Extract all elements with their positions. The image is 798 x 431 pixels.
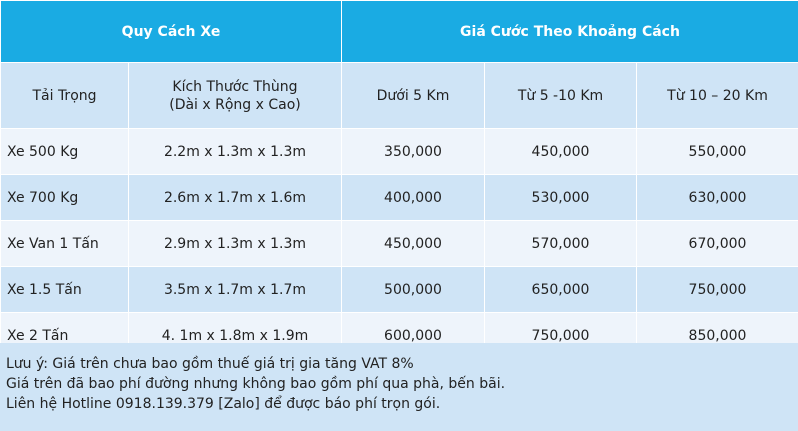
cell-5to10: 530,000 xyxy=(485,175,637,221)
cell-size: 2.9m x 1.3m x 1.3m xyxy=(129,221,342,267)
table-header-top xyxy=(1,1,798,63)
cell-5to10: 570,000 xyxy=(485,221,637,267)
cell-size: 3.5m x 1.7m x 1.7m xyxy=(129,267,342,313)
cell-size: 2.6m x 1.7m x 1.6m xyxy=(129,175,342,221)
column-header-size-line2: (Dài x Rộng x Cao) xyxy=(169,96,301,113)
cell-size: 2.2m x 1.3m x 1.3m xyxy=(129,129,342,175)
cell-under5: 500,000 xyxy=(342,267,485,313)
table-row xyxy=(1,267,798,313)
column-header-size-line1: Kích Thước Thùng xyxy=(172,78,298,95)
column-header-load: Tải Trọng xyxy=(1,63,129,129)
column-header-size xyxy=(129,63,342,129)
cell-10to20: 670,000 xyxy=(637,221,798,267)
notes-block xyxy=(0,343,798,431)
cell-10to20: 750,000 xyxy=(637,267,798,313)
cell-5to10: 650,000 xyxy=(485,267,637,313)
cell-load: Xe 2 Tấn xyxy=(1,313,129,359)
price-header: Giá Cước Theo Khoảng Cách xyxy=(342,1,798,63)
cell-5to10: 450,000 xyxy=(485,129,637,175)
note-vat: Lưu ý: Giá trên chưa bao gồm thuế giá trị gia tăng VAT 8% xyxy=(6,356,414,372)
table-row xyxy=(1,129,798,175)
cell-10to20: 630,000 xyxy=(637,175,798,221)
column-header-10to20: Từ 10 – 20 Km xyxy=(637,63,798,129)
cell-5to10: 750,000 xyxy=(485,313,637,359)
cell-load: Xe 1.5 Tấn xyxy=(1,267,129,313)
cell-under5: 400,000 xyxy=(342,175,485,221)
cell-under5: 450,000 xyxy=(342,221,485,267)
cell-load: Xe 700 Kg xyxy=(1,175,129,221)
cell-size: 4. 1m x 1.8m x 1.9m xyxy=(129,313,342,359)
table-header-columns xyxy=(1,63,798,129)
cell-under5: 600,000 xyxy=(342,313,485,359)
cell-under5: 350,000 xyxy=(342,129,485,175)
cell-10to20: 550,000 xyxy=(637,129,798,175)
note-hotline: Liên hệ Hotline 0918.139.379 [Zalo] để được báo phí trọn gói. xyxy=(6,396,441,412)
cell-load: Xe 500 Kg xyxy=(1,129,129,175)
table-row xyxy=(1,221,798,267)
cell-10to20: 850,000 xyxy=(637,313,798,359)
cell-load: Xe Van 1 Tấn xyxy=(1,221,129,267)
note-fees: Giá trên đã bao phí đường nhưng không bao gồm phí qua phà, bến bãi. xyxy=(6,376,506,392)
spec-header: Quy Cách Xe xyxy=(1,1,342,63)
column-header-5to10: Từ 5 -10 Km xyxy=(485,63,637,129)
column-header-under5: Dưới 5 Km xyxy=(342,63,485,129)
table-row xyxy=(1,175,798,221)
